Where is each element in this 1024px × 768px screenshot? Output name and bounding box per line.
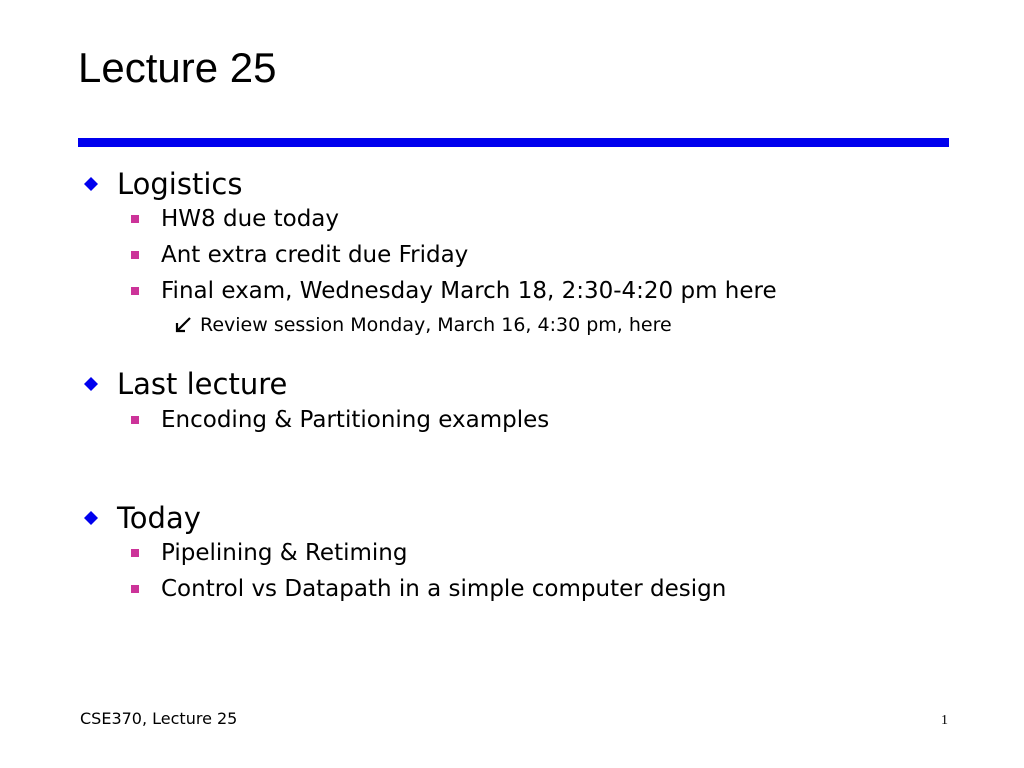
list-item-label: Control vs Datapath in a simple computer design: [161, 576, 727, 602]
diamond-icon: [84, 177, 98, 191]
square-icon: [131, 251, 139, 259]
section-heading-label: Today: [117, 501, 201, 535]
square-icon: [131, 585, 139, 593]
footer-course-label: CSE370, Lecture 25: [80, 709, 238, 728]
square-icon: [131, 549, 139, 557]
list-item-label: Ant extra credit due Friday: [161, 242, 469, 268]
diamond-icon: [84, 511, 98, 525]
title-divider: [78, 138, 949, 147]
arrow-icon: [173, 315, 193, 335]
square-icon: [131, 287, 139, 295]
square-icon: [131, 416, 139, 424]
section-heading-label: Logistics: [117, 167, 243, 201]
list-item-label: Pipelining & Retiming: [161, 540, 408, 566]
list-item-label: HW8 due today: [161, 206, 340, 232]
list-item-label: Encoding & Partitioning examples: [161, 407, 550, 433]
slide-title: Lecture 25: [78, 44, 277, 91]
list-item-label: Final exam, Wednesday March 18, 2:30-4:20 pm here: [161, 278, 777, 304]
page-number: 1: [941, 713, 948, 728]
sub-list-item-label: Review session Monday, March 16, 4:30 pm, here: [200, 314, 672, 336]
square-icon: [131, 215, 139, 223]
section-heading-label: Last lecture: [117, 367, 288, 401]
diamond-icon: [84, 377, 98, 391]
